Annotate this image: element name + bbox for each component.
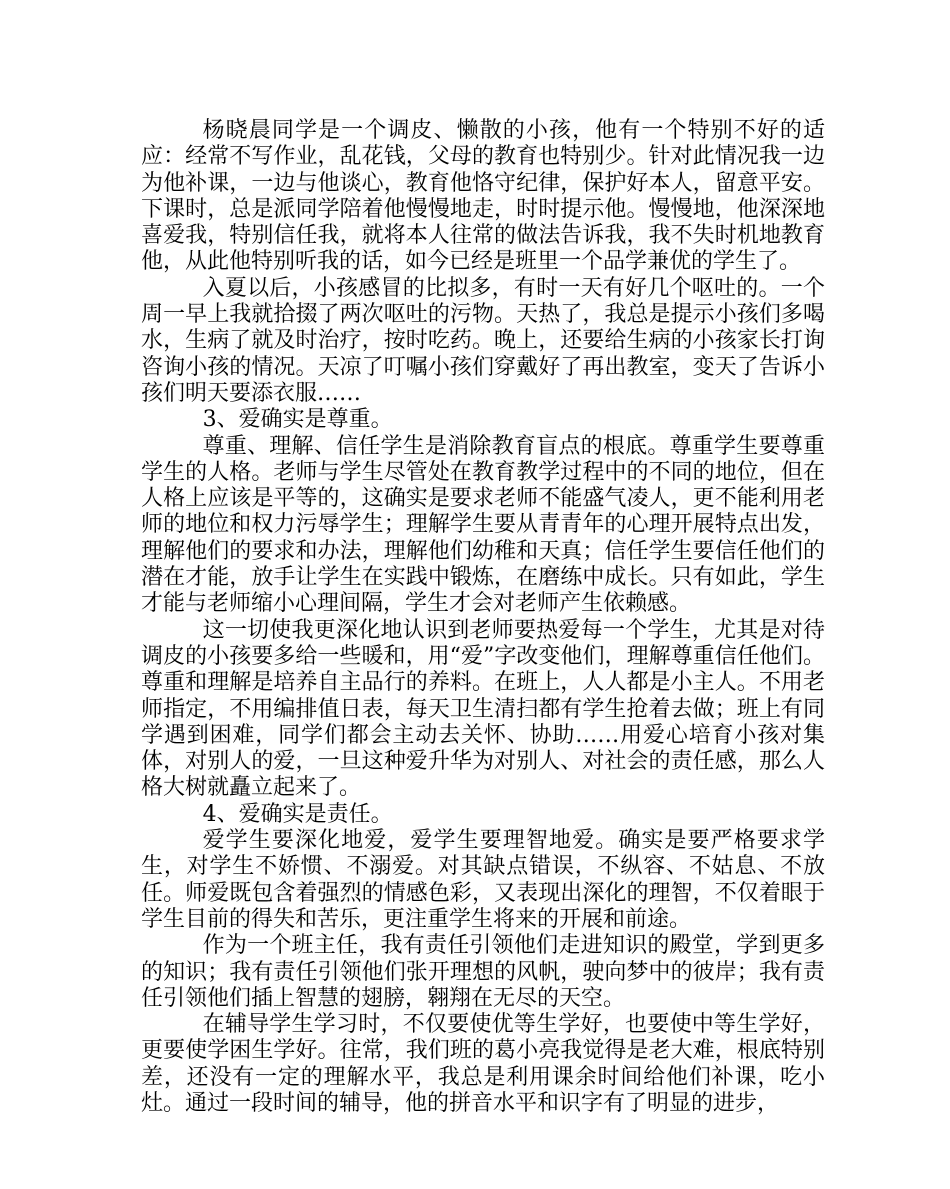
document-body [141,118,825,1117]
paragraph-yang-xiaochen: 杨晓晨同学是一个调皮、懒散的小孩，他有一个特别不好的适应：经常不写作业，乱花钱，父母的教育也特别少。针对此情况我一边为他补课，一边与他谈心，教育他恪守纪律，保护好本人，留意平安。下课时，总是派同学陪着他慢慢地走，时时提示他。慢慢地，他深深地喜爱我，特别信任我，就将本人往常的做法告诉我，我不失时机地教育他，从此他特别听我的话，如今已经是班里一个品学兼优的学生了。 [141,118,825,275]
paragraph-class-teacher-duty: 作为一个班主任，我有责任引领他们走进知识的殿堂，学到更多的知识；我有责任引领他们张开理想的风帆，驶向梦中的彼岸；我有责任引领他们插上智慧的翅膀，翱翔在无尽的天空。 [141,933,825,1011]
paragraph-respect: 尊重、理解、信任学生是消除教育盲点的根底。尊重学生要尊重学生的人格。老师与学生尽管处在教育教学过程中的不同的地位，但在人格上应该是平等的，这确实是要求老师不能盛气凌人，更不能利用老师的地位和权力污辱学生；理解学生要从青青年的心理开展特点出发，理解他们的要求和办法，理解他们幼稚和天真；信任学生要信任他们的潜在才能，放手让学生在实践中锻炼，在磨练中成长。只有如此，学生才能与老师缩小心理间隔，学生才会对老师产生依赖感。 [141,433,825,617]
paragraph-summer-care: 入夏以后，小孩感冒的比拟多，有时一天有好几个呕吐的。一个周一早上我就拾掇了两次呕吐的污物。天热了，我总是提示小孩们多喝水，生病了就及时治疗，按时吃药。晚上，还要给生病的小孩家长打询咨询小孩的情况。天凉了叮嘱小孩们穿戴好了再出教室，变天了告诉小孩们明天要添衣服…… [141,275,825,406]
section-heading-respect: 3、爱确实是尊重。 [202,407,393,433]
section-heading-responsibility: 4、爱确实是责任。 [202,801,393,827]
paragraph-rational-love: 爱学生要深化地爱，爱学生要理智地爱。确实是要严格要求学生，对学生不娇惯、不溺爱。对其缺点错误，不纵容、不姑息、不放任。师爱既包含着强烈的情感色彩，又表现出深化的理智，不仅着眼于学生目前的得失和苦乐，更注重学生将来的开展和前途。 [141,828,825,932]
paragraph-tutoring: 在辅导学生学习时，不仅要使优等生学好，也要使中等生学好，更要使学困生学好。往常，我们班的葛小亮我觉得是老大难，根底特别差，还没有一定的理解水平，我总是利用课余时间给他们补课，吃小灶。通过一段时间的辅导，他的拼音水平和识字有了明显的进步， [141,1012,825,1116]
paragraph-love-every-student: 这一切使我更深化地认识到老师要热爱每一个学生，尤其是对待调皮的小孩要多给一些暖和，用“爱”字改变他们，理解尊重信任他们。尊重和理解是培养自主品行的养料。在班上，人人都是小主人。不用老师指定，不用编排值日表，每天卫生清扫都有学生抢着去做；班上有同学遇到困难，同学们都会主动去关怀、协助……用爱心培育小孩对集体，对别人的爱，一旦这种爱升华为对别人、对社会的责任感，那么人格大树就矗立起来了。 [141,617,825,801]
